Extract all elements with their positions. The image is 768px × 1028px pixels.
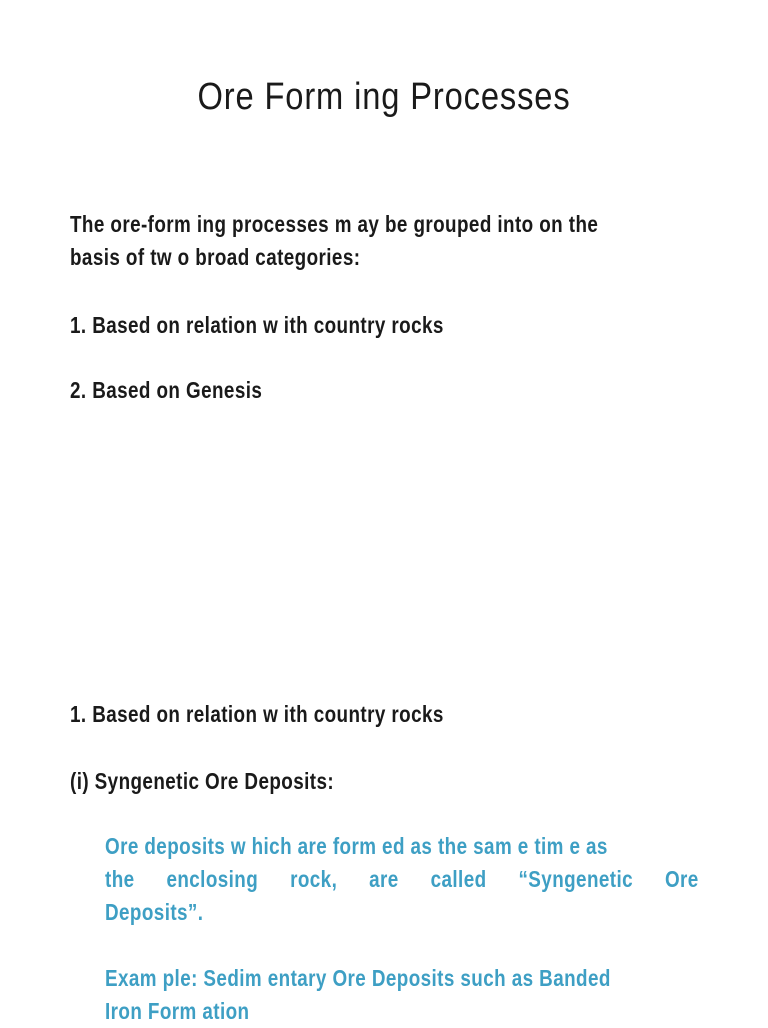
intro-line-1: The ore-form ing processes m ay be grouped into on the xyxy=(70,211,599,237)
example-line-2: Iron Form ation xyxy=(105,998,250,1024)
page-title: Ore Form ing Processes xyxy=(197,76,571,118)
definition-line-2: the enclosing rock, are called “Syngenetic Ore xyxy=(105,866,699,892)
intro-paragraph xyxy=(70,208,598,274)
section-subheading: (i) Syngenetic Ore Deposits: xyxy=(70,768,335,794)
definition-line-1: Ore deposits w hich are form ed as the sam e tim e as xyxy=(105,833,608,859)
category-item-1: 1. Based on relation w ith country rocks xyxy=(70,312,444,338)
definition-paragraph xyxy=(105,830,699,929)
example-line-1: Exam ple: Sedim entary Ore Deposits such as Banded xyxy=(105,965,611,991)
definition-line-3: Deposits”. xyxy=(105,899,204,925)
example-paragraph xyxy=(105,962,722,1028)
section-heading: 1. Based on relation w ith country rocks xyxy=(70,701,444,727)
intro-line-2: basis of tw o broad categories: xyxy=(70,244,361,270)
category-item-2: 2. Based on Genesis xyxy=(70,377,263,403)
